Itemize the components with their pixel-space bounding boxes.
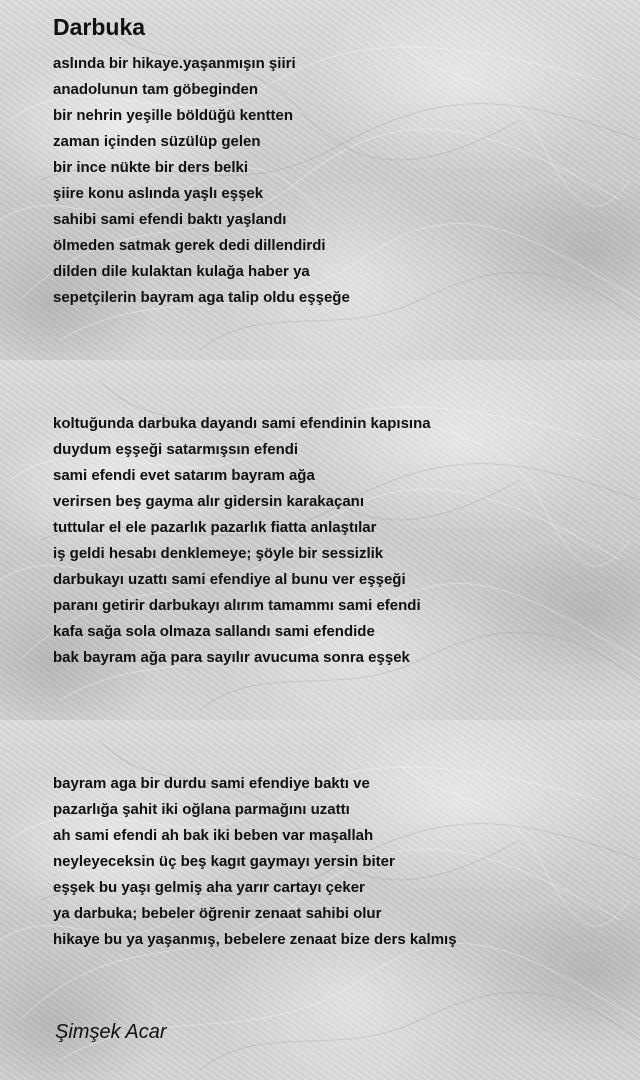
poem-line: bayram aga bir durdu sami efendiye baktı ve bbox=[53, 775, 370, 792]
poem-line: verirsen beş gayma alır gidersin karakaçanı bbox=[53, 493, 365, 510]
stanza-2 bbox=[53, 411, 431, 671]
poem-line: pazarlığa şahit iki oğlana parmağını uzattı bbox=[53, 801, 350, 818]
stanza-1 bbox=[53, 51, 350, 311]
poem-line: şiire konu aslında yaşlı eşşek bbox=[53, 185, 264, 202]
poem-line: sami efendi evet satarım bayram ağa bbox=[53, 467, 315, 484]
poem-author: Şimşek Acar bbox=[55, 1021, 167, 1043]
poem-line: ya darbuka; bebeler öğrenir zenaat sahibi olur bbox=[53, 905, 382, 922]
poem-line: bak bayram ağa para sayılır avucuma sonra eşşek bbox=[53, 649, 410, 666]
poem-line: eşşek bu yaşı gelmiş aha yarır cartayı çeker bbox=[53, 879, 365, 896]
poem-line: kafa sağa sola olmaza sallandı sami efendide bbox=[53, 623, 375, 640]
poem-line: sepetçilerin bayram aga talip oldu eşşeğe bbox=[53, 289, 350, 306]
poem-line: paranı getirir darbukayı alırım tamammı sami efendi bbox=[53, 597, 421, 614]
poem-line: koltuğunda darbuka dayandı sami efendinin kapısına bbox=[53, 415, 431, 432]
poem-line: ah sami efendi ah bak iki beben var maşallah bbox=[53, 827, 374, 844]
poem-line: darbukayı uzattı sami efendiye al bunu ver eşşeği bbox=[53, 571, 406, 588]
poem-line: iş geldi hesabı denklemeye; şöyle bir sessizlik bbox=[53, 545, 384, 562]
poem-title: Darbuka bbox=[53, 14, 146, 40]
poem-line: aslında bir hikaye.yaşanmışın şiiri bbox=[53, 55, 296, 72]
poem-line: anadolunun tam göbeginden bbox=[53, 81, 258, 98]
poem-line: hikaye bu ya yaşanmış, bebelere zenaat bize ders kalmış bbox=[53, 931, 457, 948]
poem-line: sahibi sami efendi baktı yaşlandı bbox=[53, 211, 287, 228]
poem-line: duydum eşşeği satarmışsın efendi bbox=[53, 441, 299, 458]
poem-line: bir ince nükte bir ders belki bbox=[53, 159, 249, 176]
poem-line: neyleyeceksin üç beş kagıt gaymayı yersin biter bbox=[53, 853, 395, 870]
poem-line: ölmeden satmak gerek dedi dillendirdi bbox=[53, 237, 326, 254]
poem-line: tuttular el ele pazarlık pazarlık fiatta anlaştılar bbox=[53, 519, 377, 536]
poem-line: bir nehrin yeşille böldüğü kentten bbox=[53, 107, 294, 124]
poem-line: dilden dile kulaktan kulağa haber ya bbox=[53, 263, 310, 280]
stanza-3 bbox=[53, 771, 457, 953]
poem-line: zaman içinden süzülüp gelen bbox=[53, 133, 261, 150]
